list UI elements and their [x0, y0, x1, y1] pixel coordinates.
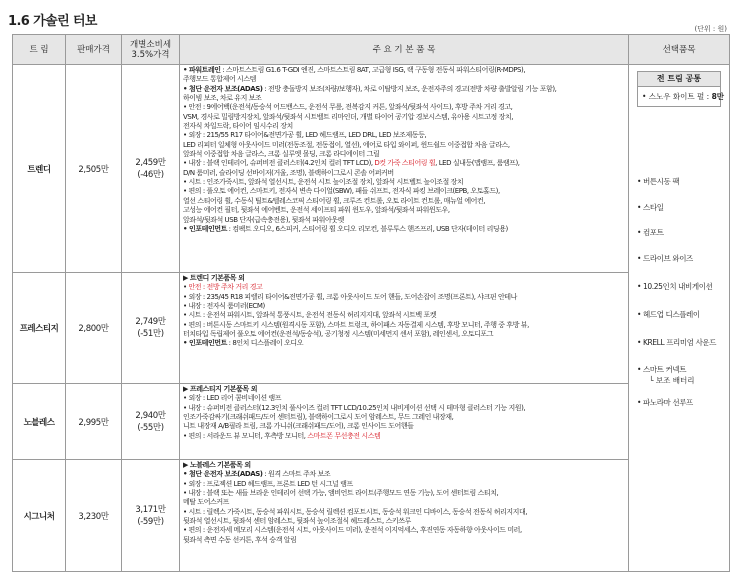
trim-name: 트렌디: [13, 65, 66, 273]
feature-line: • 외장 : 프로젝션 LED 헤드램프, 프론트 LED 턴 시그널 램프: [183, 479, 353, 488]
feature-line: 주행모드 통합제어 시스템: [183, 75, 256, 84]
feature-line: 메탈 도어스커프: [183, 498, 229, 507]
feature-line: • 외장 : 235/45 R18 피렐리 타이어&전면가공 휠, 크롬 아웃사이드 도어 핸들, 도어손잡이 조명(프론트), 샤크핀 안테나: [183, 292, 517, 301]
option-item: • 컴포트: [637, 228, 664, 237]
feature-line: • 편의 : 버튼시동 스마트키 시스템(원격시동 포함), 스마트 트렁크, 하이패스 자동결제 시스템, 후방 모니터, 주행 중 후방 뷰,: [183, 320, 529, 329]
feature-line: • 내장 : 슈퍼비전 클러스터(12.3인치 풀사이즈 컬러 TFT LCD/10.25인치 내비게이션 선택 시 테마형 클러스터 기능 지원),: [183, 403, 526, 412]
options-cell: [629, 65, 730, 572]
table-row: [13, 273, 730, 384]
feature-line: • 편의 : 운전자세 메모리 시스템(운전석 시트, 아웃사이드 미러), 운전석 이지억세스, 후진연동 자동하향 아웃사이드 미러,: [183, 526, 522, 535]
trim-price: 2,995만: [66, 384, 122, 460]
table-row: [13, 65, 730, 273]
feature-line: 열선 스티어링 휠, 수동식 틸트&텔레스코픽 스티어링 휠, 크루즈 컨트롤, 오토 라이트 컨트롤, 매뉴얼 에어컨,: [183, 196, 486, 205]
feature-list-prestige: [180, 273, 629, 384]
option-item: • 스타일: [637, 203, 664, 212]
feature-line: 뒷좌석 측면 수동 선커튼, 후석 승객 알림: [183, 535, 297, 544]
option-item: • 스마트 커넥트: [637, 365, 687, 374]
table-header-row: [13, 35, 730, 65]
option-item: • 버튼시동 팩: [637, 177, 680, 186]
feature-line: • 안전 : 전방 주차 거리 경고: [183, 283, 263, 292]
price-table: [12, 34, 730, 572]
feature-line: LED 리피터 일체형 아웃사이드 미러(전동조절, 전동접이, 열선), 에어로 타입 와이퍼, 윈드쉴드 이중접합 차음 글라스,: [183, 140, 510, 149]
feature-line: 앞좌석/뒷좌석 USB 단자(급속충전용), 뒷좌석 파워아웃렛: [183, 215, 344, 224]
feature-line: 뒷좌석 열선시트, 뒷좌석 센터 암레스트, 뒷좌석 높이조절식 헤드레스트, 스키쓰루: [183, 517, 411, 526]
option-item: • 헤드업 디스플레이: [637, 310, 700, 319]
option-sub-item: └ 보조 배터리: [649, 376, 695, 385]
header-features: 주 요 기 본 품 목: [180, 35, 629, 65]
option-item: • 10.25인치 내비게이션: [637, 282, 713, 291]
feature-line: 인조가죽감싸기(크래쉬패드/도어 센터트림), 블랙하이그로시 도어 암레스트, 무드 그레인 내장재,: [183, 413, 454, 422]
header-trim: 트 림: [13, 35, 66, 65]
header-price: 판매가격: [66, 35, 122, 65]
common-options-box: [637, 71, 725, 107]
feature-line: • 첨단 운전자 보조(ADAS) : 원격 스마트 주차 보조: [183, 470, 331, 479]
trim-tax-price: 3,171만 (-59만): [122, 460, 180, 572]
trim-price: 2,505만: [66, 65, 122, 273]
page-title: 1.6 가솔린 터보: [8, 14, 97, 29]
feature-line: • 내장 : 블랙 인테리어, 슈퍼비전 클러스터(4.2인치 컬러 TFT LCD), D컷 가죽 스티어링 휠, LED 실내등(맵램프, 룸램프),: [183, 159, 520, 168]
feature-line: VSM, 경사로 밀림방지장치, 앞좌석/뒷좌석 시트벨트 리마인더, 개별 타이어 공기압 경보시스템, 유아용 시트고정 장치,: [183, 112, 514, 121]
feature-line: • 외장 : LED 리어 콤비네이션 램프: [183, 394, 282, 403]
feature-line: ▶ 트렌디 기본품목 외: [183, 274, 245, 282]
header-individual-tax: 개별소비세 3.5%가격: [122, 35, 180, 65]
feature-line: • 첨단 운전자 보조(ADAS) : 전방 충돌방지 보조(차량/보행자), 차로 이탈방지 보조, 운전자주의 경고(전방 차량 출발알림 기능 포함),: [183, 84, 557, 93]
trim-tax-price: 2,459만 (-46만): [122, 65, 180, 273]
trim-name: 프레스티지: [13, 273, 66, 384]
feature-line: • 내장 : 블랙 또는 새들 브라운 인테리어 선택 가능, 앰비언트 라이트(주행모드 연동 기능), 도어 센터트림 스티치,: [183, 489, 499, 498]
feature-line: • 외장 : 215/55 R17 타이어&전면가공 휠, LED 헤드램프, LED DRL, LED 보조제동등,: [183, 131, 427, 140]
feature-line: • 편의 : 풀오토 에어컨, 스마트키, 전자식 변속 다이얼(SBW), 패들 쉬프트, 전자식 파킹 브레이크(EPB, 오토홀드),: [183, 187, 500, 196]
feature-line: • 시트 : 인조가죽시트, 앞좌석 열선시트, 운전석 시트 높이조절 장치, 앞좌석 시트벨트 높이조절 장치: [183, 178, 464, 187]
feature-list-signature: [180, 460, 629, 572]
feature-line: • 파워트레인 : 스마트스트림 G1.6 T-GDI 엔진, 스마트스트림 8AT, 고급형 ISG, 랙 구동형 전동식 파워스티어링(R-MDPS),: [183, 66, 526, 74]
feature-line: • 편의 : 서라운드 뷰 모니터, 후측방 모니터, 스마트폰 무선충전 시스템: [183, 431, 381, 440]
feature-line: • 시트 : 운전석 파워시트, 앞좌석 통풍시트, 운전석 전동식 허리지지대, 앞좌석 시트백 포켓: [183, 311, 437, 320]
feature-line: • 내장 : 전자식 룸미러(ECM): [183, 302, 265, 311]
table-row: [13, 460, 730, 572]
option-item: • KRELL 프리미엄 사운드: [637, 338, 717, 347]
common-option-item: • 스노우 화이트 펄 : 8만: [642, 92, 725, 101]
option-item: • 파노라마 선루프: [637, 398, 693, 407]
feature-line: • 인포테인먼트 : 컴팩트 오디오, 6스피커, 스티어링 휠 오디오 리모컨, 블루투스 핸즈프리, USB 단자(데이터 리딩용): [183, 224, 508, 233]
feature-line: • 안전 : 9에어백(운전석/동승석 어드밴스드, 운전석 무릎, 전복감지 커튼, 앞좌석/뒷좌석 사이드), 후방 주차 거리 경고,: [183, 103, 513, 112]
feature-line: ▶ 프레스티지 기본품목 외: [183, 385, 258, 393]
feature-line: • 시트 : 릴렉스 가죽시트, 동승석 파워시트, 동승석 릴렉션 컴포트시트, 동승석 워크인 디바이스, 동승석 전동식 허리지지대,: [183, 507, 528, 516]
feature-line: ▶ 노블레스 기본품목 외: [183, 461, 251, 469]
trim-price: 2,800만: [66, 273, 122, 384]
feature-list-noblesse: [180, 384, 629, 460]
feature-list-trendy: [180, 65, 629, 273]
feature-line: • 인포테인먼트 : 8인치 디스플레이 오디오: [183, 339, 304, 348]
table-row: [13, 384, 730, 460]
feature-line: 앞좌석 이중접합 차음 글라스, 크롬 실루엣 몰딩, 크롬 라디에이터 그릴: [183, 150, 380, 159]
trim-name: 노블레스: [13, 384, 66, 460]
trim-tax-price: 2,749만 (-51만): [122, 273, 180, 384]
feature-line: 고성능 에어컨 필터, 뒷좌석 에어벤트, 운전석 세이프티 파워 윈도우, 앞좌석/뒷좌석 파워윈도우,: [183, 206, 450, 215]
feature-line: D/N 룸미러, 슬라이딩 선바이저(거울, 조명), 블랙하이그로시 콘솔 어퍼커버: [183, 168, 394, 177]
feature-line: 하이빔 보조, 차로 유지 보조: [183, 94, 262, 103]
trim-price: 3,230만: [66, 460, 122, 572]
option-list: [629, 176, 729, 408]
option-item: • 드라이브 와이즈: [637, 254, 693, 263]
feature-line: 전자식 차일드락, 타이어 임시수리 장치: [183, 122, 293, 131]
feature-line: 니트 내장재 A/B필라 트림, 크롬 가니쉬(크래쉬패드/도어), 크롬 인사이드 도어핸들: [183, 422, 414, 431]
header-options: 선택품목: [629, 35, 730, 65]
feature-line: 터치타입 독립제어 풀오토 에어컨(운전석/동승석), 공기청정 시스템(미세먼지 센서 포함), 레인센서, 오토디포그: [183, 330, 494, 339]
trim-name: 시그니처: [13, 460, 66, 572]
common-options-title: 전 트림 공통: [638, 72, 720, 87]
unit-note: (단위 : 원): [694, 25, 727, 33]
trim-tax-price: 2,940만 (-55만): [122, 384, 180, 460]
